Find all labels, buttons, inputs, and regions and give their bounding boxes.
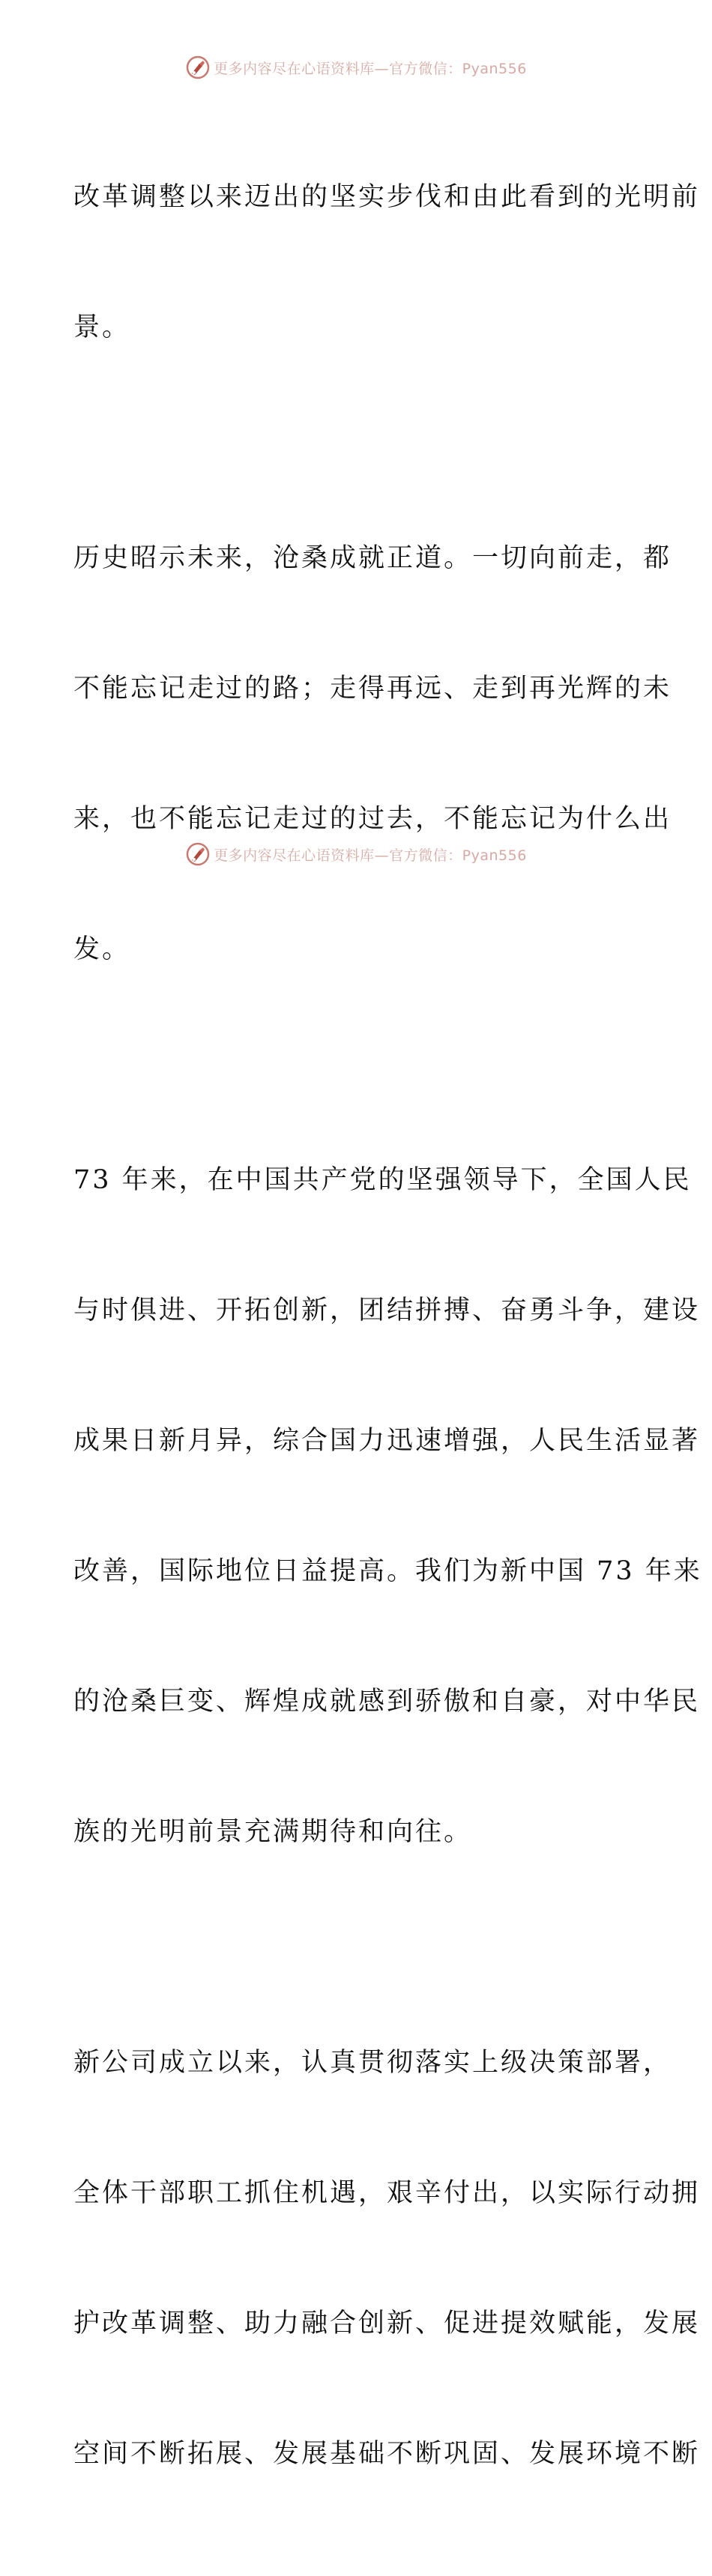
document-body: [73, 88, 702, 2576]
paragraph-4: [73, 1954, 701, 2563]
text-line: 历史昭示未来，沧桑成就正道。一切向前走，都: [73, 543, 672, 573]
text-line: 发。: [73, 934, 131, 964]
footer-watermark: [0, 839, 712, 869]
text-line: 改善，国际地位日益提高。我们为新中国 73 年来: [73, 1556, 702, 1586]
paragraph-3: [73, 1071, 702, 1941]
pen-nib-circle-icon: [185, 55, 211, 80]
text-line: 护改革调整、助力融合创新、促进提效赋能，发展: [73, 2309, 701, 2338]
watermark-text: 更多内容尽在心语资料库—官方微信：Pyan556: [214, 60, 527, 77]
text-line: 族的光明前景充满期待和向往。: [73, 1817, 473, 1847]
watermark-text: 更多内容尽在心语资料库—官方微信：Pyan556: [214, 847, 527, 864]
text-line: 不能忘记走过的路；走得再远、走到再光辉的未: [73, 674, 672, 704]
text-line: 景。: [73, 312, 131, 342]
header-watermark: [0, 52, 712, 82]
text-line: 成果日新月异，综合国力迅速增强，人民生活显著: [73, 1426, 701, 1456]
watermark-group: [185, 841, 527, 867]
text-line: 来，也不能忘记走过的过去，不能忘记为什么出: [73, 804, 672, 834]
watermark-group: [185, 55, 527, 80]
text-line: 的沧桑巨变、辉煌成就感到骄傲和自豪，对中华民: [73, 1687, 701, 1717]
pen-nib-circle-icon: [185, 841, 211, 867]
text-line: 空间不断拓展、发展基础不断巩固、发展环境不断: [73, 2439, 701, 2469]
text-line: 全体干部职工抓住机遇，艰辛付出，以实际行动拥: [73, 2178, 701, 2208]
text-line: 与时俱进、开拓创新，团结拼搏、奋勇斗争，建设: [73, 1295, 701, 1325]
text-line: 新公司成立以来，认真贯彻落实上级决策部署，: [73, 2048, 672, 2078]
paragraph-1: [73, 88, 701, 436]
text-line: 73 年来，在中国共产党的坚强领导下，全国人民: [73, 1165, 692, 1195]
text-line: 改革调整以来迈出的坚实步伐和由此看到的光明前: [73, 182, 701, 212]
paragraph-2: [73, 450, 672, 1058]
